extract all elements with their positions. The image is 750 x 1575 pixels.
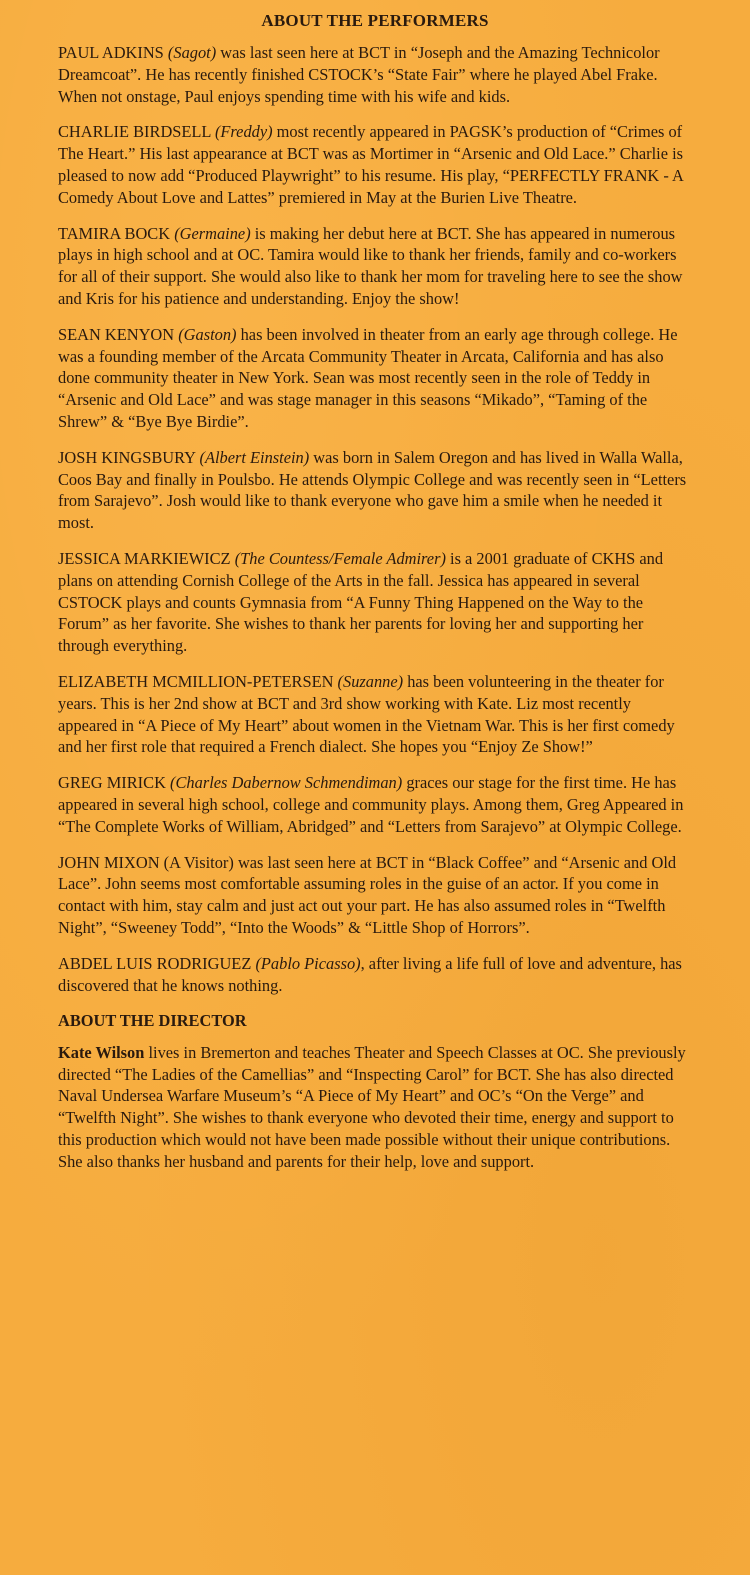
performer-name: JOSH KINGSBURY [58, 447, 196, 467]
performer-name: JOHN MIXON [58, 852, 160, 872]
performer-name: ABDEL LUIS RODRIGUEZ [58, 953, 252, 973]
performer-role: (Charles Dabernow Schmendiman) [170, 773, 403, 793]
bio-charlie-birdsell [58, 121, 692, 208]
performer-role: (The Countess/Female Admirer) [234, 549, 446, 569]
bio-tamira-bock [58, 223, 692, 310]
performer-name: PAUL ADKINS [58, 43, 164, 63]
performer-bio: has been volunteering in the theater for years. This is her 2nd show at BCT and 3rd show working with Kate. Liz most recently appeared in “A Piece of My Heart” about women in the Vietnam War. This is her first comedy and her first role that required a French dialect. She hopes you “Enjoy Ze Show!” [58, 672, 675, 757]
performer-name: GREG MIRICK [58, 773, 166, 793]
bio-sean-kenyon [58, 324, 692, 433]
performer-name: TAMIRA BOCK [58, 223, 171, 243]
director-name: Kate Wilson [58, 1042, 145, 1062]
performer-bio: , after living a life full of love and adventure, has discovered that he knows nothing. [58, 953, 682, 995]
bio-director [58, 1042, 692, 1173]
bio-josh-kingsbury [58, 447, 692, 534]
performer-bio: was born in Salem Oregon and has lived in Walla Walla, Coos Bay and finally in Poulsbo. He attends Olympic College and was recently seen in “Letters from Sarajevo”. Josh would like to thank everyone who gave him a smile when he needed it most. [58, 447, 687, 533]
performer-bio: graces our stage for the first time. He has appeared in several high school, college and community plays. Among them, Greg Appeared in “The Complete Works of William, Abridged” and “Letters from Sarajevo” at Olympic College. [58, 773, 684, 836]
performer-bio: was last seen here at BCT in “Black Coffee” and “Arsenic and Old Lace”. John seems most comfortable assuming roles in the guise of an actor. If you come in contact with him, stay calm and just act out your part. He has also assumed roles in “Twelfth Night”, “Sweeney Todd”, “Into the Woods” & “Little Shop of Horrors”. [58, 852, 677, 937]
bio-john-mixon [58, 852, 692, 939]
performer-bio: has been involved in theater from an early age through college. He was a founding member of the Arcata Community Theater in Arcata, California and has also done community theater in New York. Sean was most recently seen in the role of Teddy in “Arsenic and Old Lace” and was stage manager in this seasons “Mikado”, “Taming of the Shrew” & “Bye Bye Birdie”. [58, 324, 678, 432]
performer-bio: is a 2001 graduate of CKHS and plans on attending Cornish College of the Arts in the fall. Jessica has appeared in several CSTOCK plays and counts Gymnasia from “A Funny Thing Happened on the Way to the Forum” as her favorite. She wishes to thank her parents for loving her and supporting her through everything. [58, 549, 664, 656]
bio-jessica-markiewicz [58, 548, 692, 657]
performer-role: (A Visitor) [163, 852, 234, 872]
performer-name: ELIZABETH MCMILLION-PETERSEN [58, 672, 334, 692]
performer-role: (Freddy) [214, 122, 273, 142]
bio-abdel-luis-rodriguez [58, 953, 692, 997]
performers-heading: ABOUT THE PERFORMERS [261, 11, 489, 30]
performer-bio: is making her debut here at BCT. She has appeared in numerous plays in high school and at OC. Tamira would like to thank her friends, family and co-workers for all of their support. She would also like to thank her mom for traveling here to see the show and Kris for his patience and understanding. Enjoy the show! [58, 223, 683, 309]
bio-paul-adkins [58, 42, 692, 107]
performer-role: (Sagot) [167, 43, 217, 63]
performer-bio: was last seen here at BCT in “Joseph and the Amazing Technicolor Dreamcoat”. He has recently finished CSTOCK’s “State Fair” where he played Abel Frake. When not onstage, Paul enjoys spending time with his wife and kids. [58, 43, 660, 106]
director-bio: lives in Bremerton and teaches Theater and Speech Classes at OC. She previously directed “The Ladies of the Camellias” and “Inspecting Carol” for BCT. She has also directed Naval Undersea Warfare Museum’s “A Piece of My Heart” and OC’s “On the Verge” and “Twelfth Night”. She wishes to thank everyone who devoted their time, energy and support to this production which would not have been made possible without their unique contributions. She also thanks her husband and parents for their help, love and support. [58, 1042, 686, 1171]
performer-role: (Germaine) [174, 223, 251, 243]
performer-role: (Suzanne) [337, 672, 404, 692]
performer-role: (Gaston) [178, 324, 237, 344]
director-heading: ABOUT THE DIRECTOR [58, 1011, 247, 1031]
performer-name: CHARLIE BIRDSELL [58, 122, 211, 142]
performer-bio: most recently appeared in PAGSK’s production of “Crimes of The Heart.” His last appearance at BCT was as Mortimer in “Arsenic and Old Lace.” Charlie is pleased to now add “Produced Playwright” to his resume. His play, “PERFECTLY FRANK - A Comedy About Love and Lattes” premiered in May at the Burien Live Theatre. [58, 122, 684, 207]
performer-name: SEAN KENYON [58, 324, 175, 344]
performer-role: (Pablo Picasso) [255, 953, 361, 973]
performer-name: JESSICA MARKIEWICZ [58, 549, 231, 569]
bio-greg-mirick [58, 772, 692, 837]
bio-elizabeth-mcmillion-petersen [58, 671, 692, 758]
performer-role: (Albert Einstein) [199, 447, 310, 467]
